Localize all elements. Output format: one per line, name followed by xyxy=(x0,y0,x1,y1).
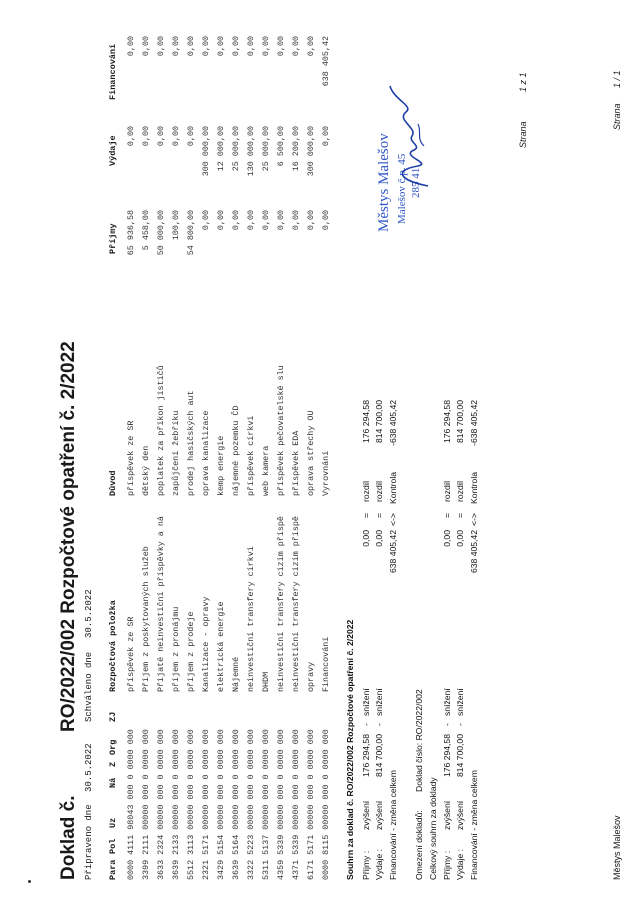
row-item: neinvestiční transfery cizím příspě xyxy=(276,516,286,692)
row-income: 0,00 xyxy=(291,210,301,231)
summary-financing-left: 638 405,42 xyxy=(388,530,398,574)
row-reason: příspěvek církvi xyxy=(246,415,256,496)
row-item: Nájemné xyxy=(231,656,241,692)
total-diff-label: rozdíl xyxy=(455,480,465,502)
restriction-label: Omezení dokladů: xyxy=(414,810,424,880)
row-financing: 0,00 xyxy=(291,36,301,57)
row-financing: 0,00 xyxy=(306,36,316,57)
total-increase-label: zvýšení xyxy=(455,800,465,830)
row-income: 0,00 xyxy=(246,210,256,231)
row-expense: 25 000,00 xyxy=(261,126,271,172)
total-expense-increase: 814 700,00 xyxy=(455,734,465,778)
table-row xyxy=(201,0,215,900)
summary-expense-label: Výdaje : xyxy=(374,848,384,880)
row-item: elektrická energie xyxy=(216,601,226,692)
stamp-line-2: Malešov č.p. 45 xyxy=(396,153,408,224)
row-expense: 300 000,00 xyxy=(306,126,316,177)
col-reason: Důvod xyxy=(108,470,118,496)
row-income: 0,00 xyxy=(261,210,271,231)
stamp-line-1: Městys Malešov xyxy=(376,133,392,232)
col-expense: Výdaje xyxy=(108,135,118,166)
total-equals: = xyxy=(455,512,465,518)
summary-equals: = xyxy=(374,512,384,518)
summary-financing-label: Financování - změna celkem xyxy=(388,770,398,880)
total-minus: - xyxy=(442,723,452,726)
row-code: 4359 5339 00000 000 0 0000 000 xyxy=(276,729,286,880)
footer-page-value: 1 / 1 xyxy=(612,70,622,88)
row-reason: poplatek za příkon jističů xyxy=(156,365,166,496)
summary-arrow: <-> xyxy=(388,513,398,526)
signature xyxy=(388,80,436,190)
summary-minus: - xyxy=(374,723,384,726)
scan-speck xyxy=(28,880,31,883)
row-income: 0,00 xyxy=(321,210,331,231)
doc-label: Doklad č. xyxy=(58,795,79,880)
summary-decrease-label: snížení xyxy=(361,688,371,716)
summary-income-decrease: 0,00 xyxy=(361,530,371,547)
row-reason: příspěvek ze SR xyxy=(126,420,136,496)
row-income: 0,00 xyxy=(306,210,316,231)
row-financing: 0,00 xyxy=(216,36,226,57)
summary-income-diff: 176 294,58 xyxy=(361,400,371,444)
table-row xyxy=(321,0,335,900)
row-financing: 0,00 xyxy=(141,36,151,57)
row-item: příspěvek ze SR xyxy=(126,616,136,692)
row-code: 3639 2133 00000 000 0 0000 000 xyxy=(171,729,181,880)
total-control-value: -638 405,42 xyxy=(469,400,479,446)
summary-increase-label: zvýšení xyxy=(374,800,384,830)
row-code: 2321 5171 00000 000 0 0000 000 xyxy=(201,729,211,880)
summary-title: Souhrn za doklad č. RO/2022/002 Rozpočtové opatření č. 2/2022 xyxy=(345,619,355,880)
row-income: 0,00 xyxy=(276,210,286,231)
table-row xyxy=(306,0,320,900)
total-diff-label: rozdíl xyxy=(442,480,452,502)
doc-title: RO/2022/002 Rozpočtové opatření č. 2/2022 xyxy=(58,341,79,732)
table-row xyxy=(186,0,200,900)
footer-page-label: Strana xyxy=(612,103,622,130)
row-expense: 0,00 xyxy=(141,126,151,147)
stamp-line-3: 285 41 xyxy=(410,167,422,198)
summary-expense-decrease: 0,00 xyxy=(374,530,384,547)
row-expense: 12 000,00 xyxy=(216,126,226,172)
row-code: 3322 5223 00000 000 0 0000 000 xyxy=(246,729,256,880)
row-reason: příspěvek pečovatelské slu xyxy=(276,365,286,496)
row-code: 4371 5339 00000 000 0 0000 000 xyxy=(291,729,301,880)
summary-increase-label: zvýšení xyxy=(361,800,371,830)
row-expense: 0,00 xyxy=(171,126,181,147)
row-code: 3633 2324 00000 000 0 0000 000 xyxy=(156,729,166,880)
col-income: Příjmy xyxy=(108,223,118,254)
total-control-label: Kontrola xyxy=(469,471,479,504)
summary-control-label: Kontrola xyxy=(388,471,398,504)
row-code: 3399 2111 00000 000 0 0000 000 xyxy=(141,729,151,880)
prepared-label: Připraveno dne xyxy=(84,804,94,880)
table-row xyxy=(141,0,155,900)
col-financing: Financování xyxy=(108,43,118,100)
row-income: 5 458,00 xyxy=(141,210,151,251)
row-financing: 0,00 xyxy=(126,36,136,57)
total-arrow: <-> xyxy=(469,513,479,526)
row-item: neinvestiční transfery cizím příspě xyxy=(291,516,301,692)
total-decrease-label: snížení xyxy=(455,688,465,716)
row-income: 100,00 xyxy=(171,210,181,241)
row-expense: 300 000,00 xyxy=(201,126,211,177)
total-expense-diff: 814 700,00 xyxy=(455,400,465,444)
row-income: 0,00 xyxy=(231,210,241,231)
row-item: Příjem z poskytovaných služeb xyxy=(141,546,151,692)
prepared-date: 30.5.2022 xyxy=(84,743,94,792)
row-expense: 25 000,00 xyxy=(231,126,241,172)
total-equals: = xyxy=(442,512,452,518)
table-row xyxy=(216,0,230,900)
row-income: 0,00 xyxy=(216,210,226,231)
row-item: Financování xyxy=(321,636,331,692)
row-code: 3429 5154 00000 000 0 0000 000 xyxy=(216,729,226,880)
summary-control-value: -638 405,42 xyxy=(388,400,398,446)
col-org: Org xyxy=(108,739,118,755)
col-uz: Uz xyxy=(108,817,118,828)
col-na: Ná xyxy=(108,777,118,788)
total-expense-label: Výdaje : xyxy=(455,848,465,880)
summary-diff-label: rozdíl xyxy=(374,480,384,502)
row-item: příjem z prodeje xyxy=(186,611,196,692)
row-reason: dětský den xyxy=(141,445,151,496)
total-summary-title: Celkový souhrn za doklady xyxy=(428,777,438,880)
row-reason: oprava střechy OU xyxy=(306,410,316,496)
summary-minus: - xyxy=(361,723,371,726)
row-income: 0,00 xyxy=(201,210,211,231)
row-expense: 16 200,00 xyxy=(291,126,301,172)
total-financing-label: Financování - změna celkem xyxy=(469,770,479,880)
row-income: 65 936,58 xyxy=(126,210,136,256)
summary-diff-label: rozdíl xyxy=(361,480,371,502)
row-reason: nájemné pozemku ČD xyxy=(231,405,241,496)
table-row xyxy=(261,0,275,900)
row-reason: zapůjčení žebříku xyxy=(171,410,181,496)
total-minus: - xyxy=(455,723,465,726)
table-row xyxy=(171,0,185,900)
row-income: 50 000,00 xyxy=(156,210,166,256)
summary-expense-diff: 814 700,00 xyxy=(374,400,384,444)
total-income-decrease: 0,00 xyxy=(442,530,452,547)
row-item: příjem z pronájmu xyxy=(171,606,181,692)
col-z: Z xyxy=(108,761,118,767)
row-item: Kanalizace - opravy xyxy=(201,596,211,692)
row-reason: kemp energie xyxy=(216,435,226,496)
summary-expense-increase: 814 700,00 xyxy=(374,734,384,778)
row-expense: 6 500,00 xyxy=(276,126,286,167)
row-financing: 0,00 xyxy=(261,36,271,57)
footer-organization: Městys Malešov xyxy=(612,815,622,880)
table-row xyxy=(291,0,305,900)
row-financing: 0,00 xyxy=(231,36,241,57)
row-income: 54 800,00 xyxy=(186,210,196,256)
row-reason: oprava kanalizace xyxy=(201,410,211,496)
row-financing: 0,00 xyxy=(171,36,181,57)
col-zj: ZJ xyxy=(108,711,118,722)
restriction-value: Doklad číslo: RO/2022/002 xyxy=(414,689,424,792)
summary-income-label: Příjmy : xyxy=(361,850,371,880)
row-financing: 0,00 xyxy=(276,36,286,57)
row-code: 5512 3113 00000 000 0 0000 000 xyxy=(186,729,196,880)
row-financing: 0,00 xyxy=(246,36,256,57)
table-row xyxy=(156,0,170,900)
row-reason: prodej hasičských aut xyxy=(186,390,196,496)
table-row xyxy=(126,0,140,900)
table-row xyxy=(246,0,260,900)
row-reason: web kamera xyxy=(261,445,271,496)
row-financing: 0,00 xyxy=(186,36,196,57)
table-row xyxy=(231,0,245,900)
row-expense: 0,00 xyxy=(126,126,136,147)
approved-label: Schváleno dne xyxy=(84,651,94,722)
page-value: 1 z 1 xyxy=(518,72,528,92)
row-item: DHDM xyxy=(261,671,271,692)
col-pol: Pol xyxy=(108,838,118,854)
table-row xyxy=(276,0,290,900)
summary-income-increase: 176 294,58 xyxy=(361,734,371,778)
row-code: 5311 5137 00000 000 0 0000 000 xyxy=(261,729,271,880)
row-expense: 130 000,00 xyxy=(246,126,256,177)
row-code: 6171 5171 00000 000 0 0000 000 xyxy=(306,729,316,880)
total-decrease-label: snížení xyxy=(442,688,452,716)
total-income-label: Příjmy : xyxy=(442,850,452,880)
approved-date: 30.5.2022 xyxy=(84,589,94,638)
row-item: neinvestiční transfery církvi xyxy=(246,546,256,692)
total-increase-label: zvýšení xyxy=(442,800,452,830)
row-reason: příspěvek EDA xyxy=(291,430,301,496)
summary-decrease-label: snížení xyxy=(374,688,384,716)
row-code: 3639 5164 00000 000 0 0000 000 xyxy=(231,729,241,880)
row-financing: 0,00 xyxy=(156,36,166,57)
summary-equals: = xyxy=(361,512,371,518)
total-expense-decrease: 0,00 xyxy=(455,530,465,547)
row-code: 0000 8115 00000 000 0 0000 000 xyxy=(321,729,331,880)
row-financing: 638 405,42 xyxy=(321,36,331,87)
row-reason: Vyrovnání xyxy=(321,450,331,496)
total-income-diff: 176 294,58 xyxy=(442,400,452,444)
row-financing: 0,00 xyxy=(201,36,211,57)
total-financing-left: 638 405,42 xyxy=(469,530,479,574)
col-item: Rozpočtová položka xyxy=(108,600,118,692)
page-label: Strana xyxy=(518,121,528,148)
row-item: opravy xyxy=(306,661,316,692)
row-expense: 0,00 xyxy=(321,126,331,147)
row-item: Přijaté neinvestiční příspěvky a ná xyxy=(156,516,166,692)
row-code: 0000 4111 98043 000 0 0000 000 xyxy=(126,729,136,880)
row-expense: 0,00 xyxy=(186,126,196,147)
row-expense: 0,00 xyxy=(156,126,166,147)
total-income-increase: 176 294,58 xyxy=(442,734,452,778)
col-para: Para xyxy=(108,859,118,880)
